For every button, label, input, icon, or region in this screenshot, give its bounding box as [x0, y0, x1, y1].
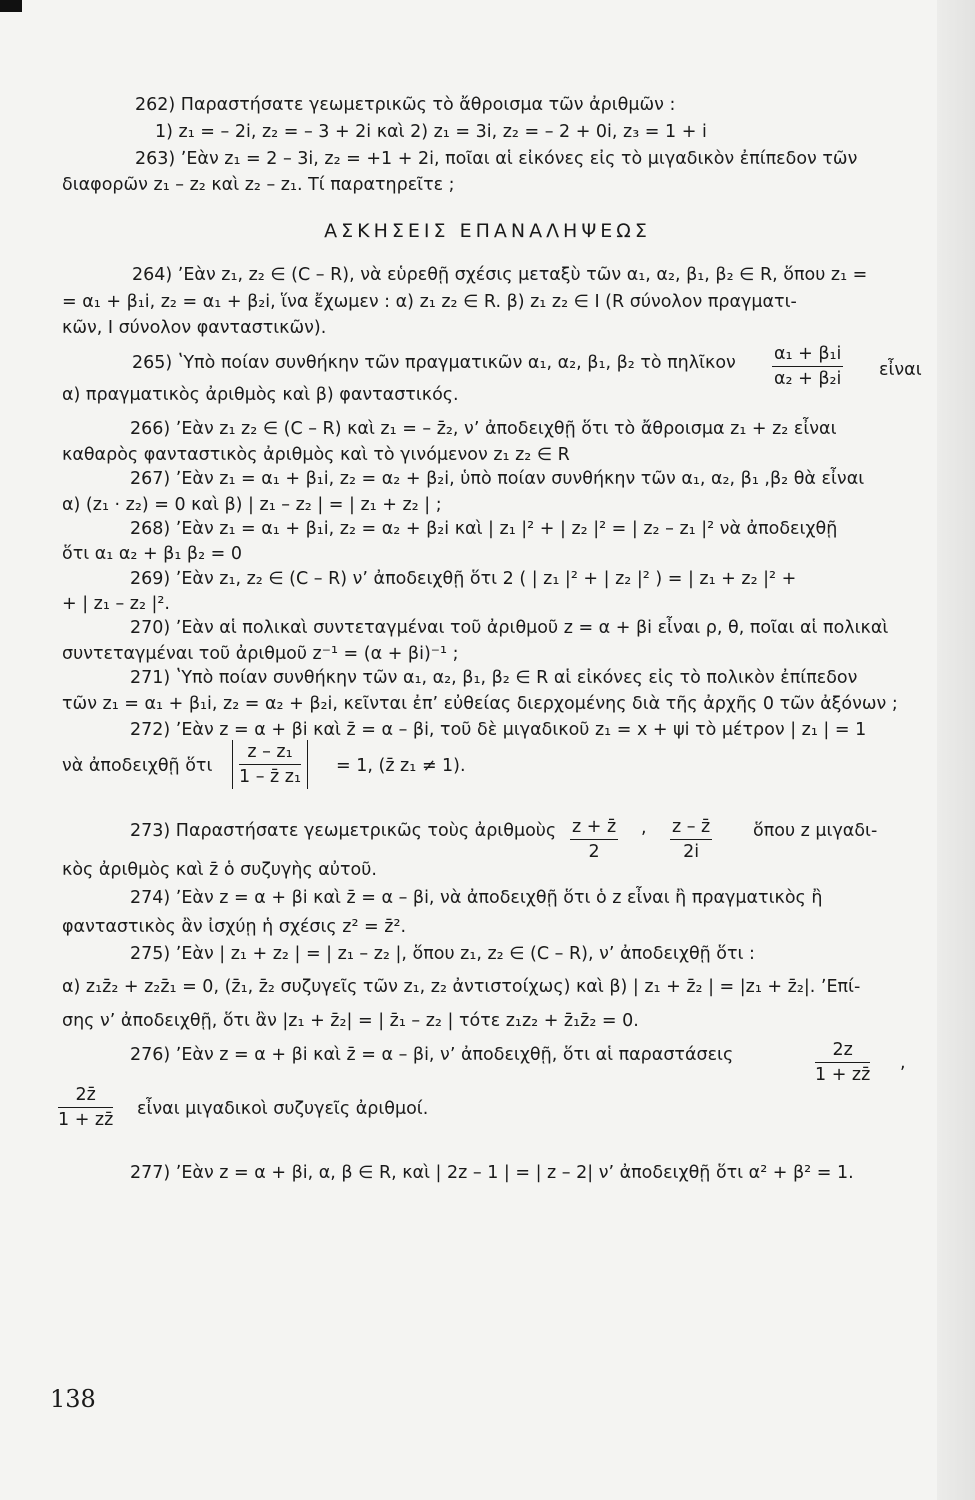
text-line [0, 172, 975, 198]
text-line [0, 591, 975, 617]
text-line [0, 641, 975, 667]
text-line-content: κὸς ἀριθμὸς καὶ z̄ ὁ συζυγὴς αὐτοῦ. [62, 860, 377, 880]
text-line-content: 272) ʼΕὰν z = α + βi καὶ z̄ = α – βi, τοῦ δὲ μιγαδικοῦ z₁ = x + ψi τὸ μέτρον | z₁ | = 1 [130, 720, 867, 740]
fraction [570, 815, 618, 864]
text-line-content: συντεταγμέναι τοῦ ἀριθμοῦ z⁻¹ = (α + βi)⁻¹ ; [62, 644, 459, 664]
text-line-content: 273) Παραστήσατε γεωμετρικῶς τοὺς ἀριθμοὺς [130, 821, 557, 841]
text-line [0, 416, 975, 442]
fraction [58, 1083, 113, 1132]
text-line-content: 268) ʼΕὰν z₁ = α₁ + β₁i, z₂ = α₂ + β₂i καὶ | z₁ |² + | z₂ |² = | z₂ – z₁ |² νὰ ἀποδειχθῇ [130, 519, 838, 539]
text-line-content: 1) z₁ = – 2i, z₂ = – 3 + 2i καὶ 2) z₁ = 3i, z₂ = – 2 + 0i, z₃ = 1 + i [155, 122, 707, 142]
text-line-content: κῶν, I σύνολον φανταστικῶν). [62, 318, 327, 338]
text-line [0, 492, 975, 518]
text-line-content: 269) ʼΕὰν z₁, z₂ ∈ (C – R) ν’ ἀποδειχθῇ ὅτι 2 ( | z₁ |² + | z₂ |² ) = | z₁ + z₂ |² + [130, 569, 797, 589]
text-line-content: 270) ʼΕὰν αἱ πολικαὶ συντεταγμέναι τοῦ ἀριθμοῦ z = α + βi εἶναι ρ, θ, ποῖαι αἱ πολικαὶ [130, 618, 889, 638]
fraction [670, 815, 712, 864]
text-line [0, 289, 975, 315]
text-line [0, 717, 975, 743]
text-line [0, 262, 975, 288]
text-line [0, 516, 975, 542]
text-line [0, 442, 975, 468]
abs-fraction-denominator: 1 – z̄ z₁ [239, 767, 301, 787]
fraction-denominator: 2i [683, 842, 700, 862]
text-line [0, 818, 975, 844]
text-line-content: α) z₁z̄₂ + z₂z̄₁ = 0, (z̄₁, z̄₂ συζυγεῖς τῶν z₁, z₂ ἀντιστοίχως) καὶ β) | z₁ + z̄₂ | = |z₁ + z̄₂|. ʼΕπί- [62, 977, 861, 997]
fraction-numerator: z + z̄ [570, 815, 618, 840]
text-line [0, 691, 975, 717]
text-line-content: διαφορῶν z₁ – z₂ καὶ z₂ – z₁. Τί παρατηρεῖτε ; [62, 175, 455, 195]
text-line-content: 276) ʼΕὰν z = α + βi καὶ z̄ = α – βi, ν’ ἀποδειχθῇ, ὅτι αἱ παραστάσεις [130, 1045, 734, 1065]
text-line [0, 753, 975, 779]
text-line-content: α) πραγματικὸς ἀριθμὸς καὶ β) φανταστικός. [62, 385, 459, 405]
absolute-value-fraction [232, 740, 308, 789]
text-line-content: 274) ʼΕὰν z = α + βi καὶ z̄ = α – βi, νὰ ἀποδειχθῇ ὅτι ὁ z εἶναι ἢ πραγματικὸς ἢ [130, 888, 823, 908]
text-line-content: 265) ʽΥπὸ ποίαν συνθήκην τῶν πραγματικῶν α₁, α₂, β₁, β₂ τὸ πηλῖκον [132, 353, 736, 373]
text-line-content: νὰ ἀποδειχθῇ ὅτι [62, 756, 213, 776]
text-line-content: εἶναι [879, 360, 922, 380]
fraction-denominator: 1 + zz̄ [815, 1065, 871, 1085]
fraction-denominator: α₂ + β₂i [774, 369, 842, 389]
text-line-content: = 1, (z̄ z₁ ≠ 1). [336, 756, 466, 776]
fraction-denominator: 2 [588, 842, 600, 862]
text-line [0, 914, 975, 940]
text-line [0, 1008, 975, 1034]
text-line [0, 885, 975, 911]
text-line-content: τῶν z₁ = α₁ + β₁i, z₂ = α₂ + β₂i, κεῖνται ἐπ’ εὐθείας διερχομένης διὰ τῆς ἀρχῆς 0 τῶν ἀξόνων ; [62, 694, 898, 714]
text-line-content: 267) ʼΕὰν z₁ = α₁ + β₁i, z₂ = α₂ + β₂i, ὑπὸ ποίαν συνθήκην τῶν α₁, α₂, β₁ ,β₂ θὰ εἶναι [130, 469, 865, 489]
page-number: 138 [50, 1385, 96, 1413]
text-line [0, 941, 975, 967]
abs-fraction-numerator: z – z₁ [239, 740, 301, 765]
fraction-numerator: z – z̄ [670, 815, 712, 840]
text-line-content: 275) ʼΕὰν | z₁ + z₂ | = | z₁ – z₂ |, ὅπου z₁, z₂ ∈ (C – R), ν’ ἀποδειχθῇ ὅτι : [130, 944, 755, 964]
text-line [0, 315, 975, 341]
text-line-content: ὅπου z μιγαδι- [753, 821, 878, 841]
text-line [0, 857, 975, 883]
fraction [815, 1038, 870, 1087]
fraction-numerator: 2z̄ [58, 1083, 113, 1108]
text-line [0, 92, 975, 118]
text-line-content: = α₁ + β₁i, z₂ = α₁ + β₂i, ἵνα ἔχωμεν : α) z₁ z₂ ∈ R. β) z₁ z₂ ∈ I (R σύνολον πραγματι- [62, 292, 797, 312]
text-line-content: α) (z₁ · z₂) = 0 καὶ β) | z₁ – z₂ | = | z₁ + z₂ | ; [62, 495, 442, 515]
fraction-numerator: α₁ + β₁i [772, 342, 843, 367]
text-line [0, 1096, 975, 1122]
text-line-content: 277) ʼΕὰν z = α + βi, α, β ∈ R, καὶ | 2z – 1 | = | z – 2| ν’ ἀποδειχθῇ ὅτι α² + β² = 1. [130, 1163, 854, 1183]
text-line [0, 566, 975, 592]
text-line-content: 262) Παραστήσατε γεωμετρικῶς τὸ ἄθροισμα τῶν ἀριθμῶν : [135, 95, 676, 115]
text-line [0, 974, 975, 1000]
text-line [0, 466, 975, 492]
text-line-content: σης ν’ ἀποδειχθῇ, ὅτι ἂν |z₁ + z̄₂| = | z̄₁ – z₂ | τότε z₁z₂ + z̄₁z̄₂ = 0. [62, 1011, 639, 1031]
text-line-content: 263) ʼΕὰν z₁ = 2 – 3i, z₂ = +1 + 2i, ποῖαι αἱ εἰκόνες εἰς τὸ μιγαδικὸν ἐπίπεδον τῶν [135, 149, 858, 169]
text-line [0, 119, 975, 145]
text-line-content: ὅτι α₁ α₂ + β₁ β₂ = 0 [62, 544, 243, 564]
text-line [0, 541, 975, 567]
fraction [772, 342, 843, 391]
text-line [0, 1160, 975, 1186]
text-line-content: + | z₁ – z₂ |². [62, 594, 170, 614]
fraction-separator-comma: , [641, 818, 647, 838]
text-line [0, 146, 975, 172]
text-line-content: καθαρὸς φανταστικὸς ἀριθμὸς καὶ τὸ γινόμενον z₁ z₂ ∈ R [62, 445, 570, 465]
text-line-content: εἶναι μιγαδικοὶ συζυγεῖς ἀριθμοί. [137, 1099, 429, 1119]
text-line-content: , [900, 1053, 906, 1073]
scan-corner-mark [0, 0, 22, 12]
fraction-numerator: 2z [815, 1038, 870, 1063]
text-line-content: 266) ʼΕὰν z₁ z₂ ∈ (C – R) καὶ z₁ = – z̄₂, ν’ ἀποδειχθῇ ὅτι τὸ ἄθροισμα z₁ + z₂ εἶναι [130, 419, 837, 439]
text-line [0, 615, 975, 641]
text-line-content: 271) ʽΥπὸ ποίαν συνθήκην τῶν α₁, α₂, β₁, β₂ ∈ R αἱ εἰκόνες εἰς τὸ πολικὸν ἐπίπεδον [130, 668, 858, 688]
text-line-content: φανταστικὸς ἂν ἰσχύῃ ἡ σχέσις z² = z̄². [62, 917, 407, 937]
text-line [0, 665, 975, 691]
section-heading: ΑΣΚΗΣΕΙΣ ΕΠΑΝΑΛΗΨΕΩΣ [324, 220, 651, 242]
text-line-content: 264) ʼΕὰν z₁, z₂ ∈ (C – R), νὰ εὑρεθῇ σχέσις μεταξὺ τῶν α₁, α₂, β₁, β₂ ∈ R, ὅπου z₁ = [132, 265, 868, 285]
fraction-denominator: 1 + zz̄ [58, 1110, 114, 1130]
